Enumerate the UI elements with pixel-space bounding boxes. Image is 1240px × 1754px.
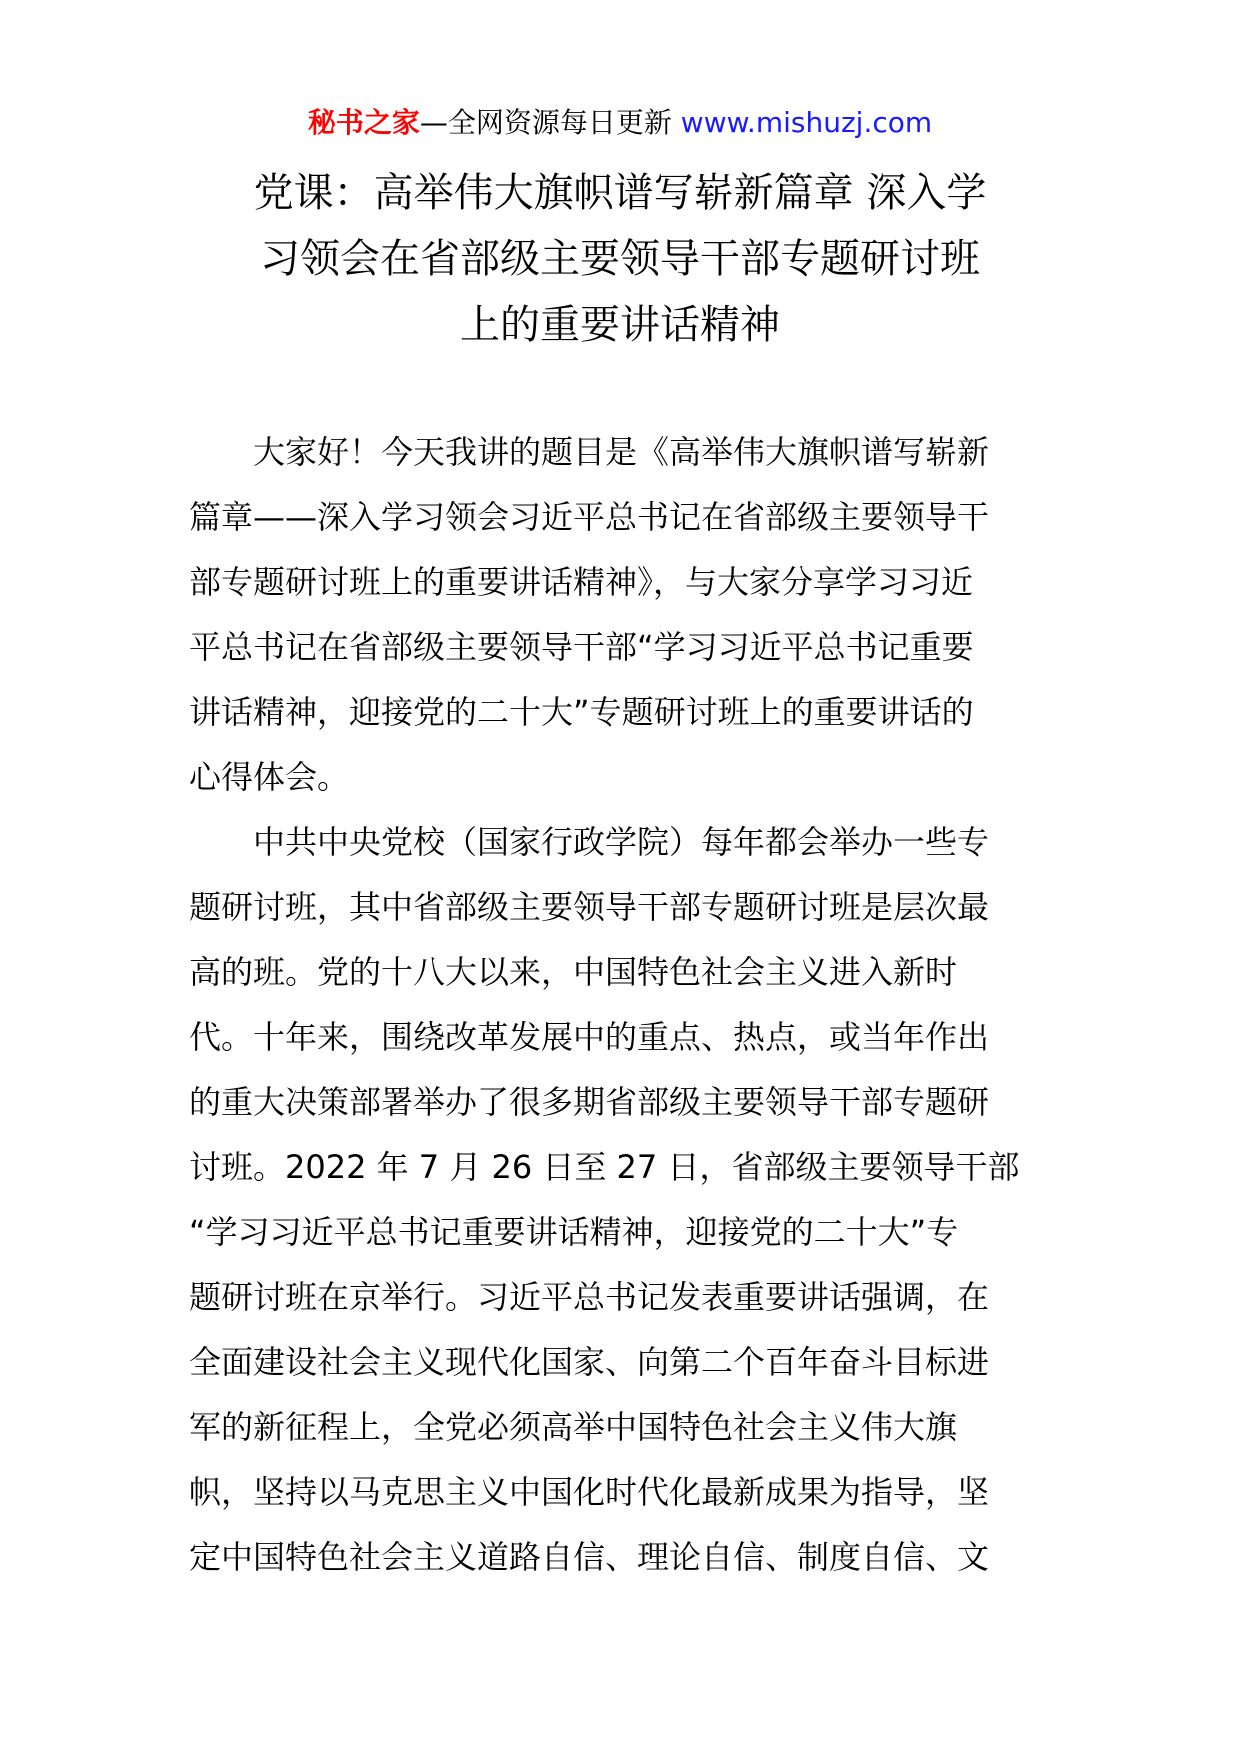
site-url-link[interactable]: www.mishuzj.com — [680, 106, 933, 139]
body-line: 的重大决策部署举办了很多期省部级主要领导干部专题研 — [189, 1083, 990, 1121]
body-line: 定中国特色社会主义道路自信、理论自信、制度自信、文 — [189, 1538, 990, 1576]
title-line: 党课：高举伟大旗帜谱写崭新篇章 深入学 — [253, 170, 987, 216]
body-line: 平总书记在省部级主要领导干部“学习习近平总书记重要 — [189, 628, 974, 666]
body-line: 帜，坚持以马克思主义中国化时代化最新成果为指导，坚 — [189, 1473, 990, 1511]
document-body — [189, 420, 1059, 1590]
title-line: 上的重要讲话精神 — [460, 302, 780, 348]
body-line: 大家好！今天我讲的题目是《高举伟大旗帜谱写崭新 — [189, 433, 990, 471]
body-line: 讲话精神，迎接党的二十大”专题研讨班上的重要讲话的 — [189, 693, 974, 731]
body-line: 全面建设社会主义现代化国家、向第二个百年奋斗目标进 — [189, 1343, 990, 1381]
body-line: 部专题研讨班上的重要讲话精神》，与大家分享学习习近 — [189, 563, 974, 601]
site-header — [0, 100, 1240, 146]
body-line: “学习习近平总书记重要讲话精神，迎接党的二十大”专 — [189, 1213, 959, 1251]
body-line: 篇章——深入学习领会习近平总书记在省部级主要领导干 — [189, 498, 990, 536]
body-line: 中共中央党校（国家行政学院）每年都会举办一些专 — [189, 823, 990, 861]
title-line: 习领会在省部级主要领导干部专题研讨班 — [260, 236, 980, 282]
body-line: 讨班。2022 年 7 月 26 日至 27 日，省部级主要领导干部 — [189, 1148, 1020, 1186]
document-title — [180, 160, 1060, 358]
body-line: 代。十年来，围绕改革发展中的重点、热点，或当年作出 — [189, 1018, 990, 1056]
body-line: 心得体会。 — [189, 758, 350, 796]
header-tagline: —全网资源每日更新 — [419, 106, 672, 139]
body-line: 高的班。党的十八大以来，中国特色社会主义进入新时 — [189, 953, 958, 991]
body-line: 题研讨班在京举行。习近平总书记发表重要讲话强调，在 — [189, 1278, 990, 1316]
brand-name: 秘书之家 — [307, 106, 420, 139]
body-line: 军的新征程上，全党必须高举中国特色社会主义伟大旗 — [189, 1408, 958, 1446]
body-line: 题研讨班，其中省部级主要领导干部专题研讨班是层次最 — [189, 888, 990, 926]
